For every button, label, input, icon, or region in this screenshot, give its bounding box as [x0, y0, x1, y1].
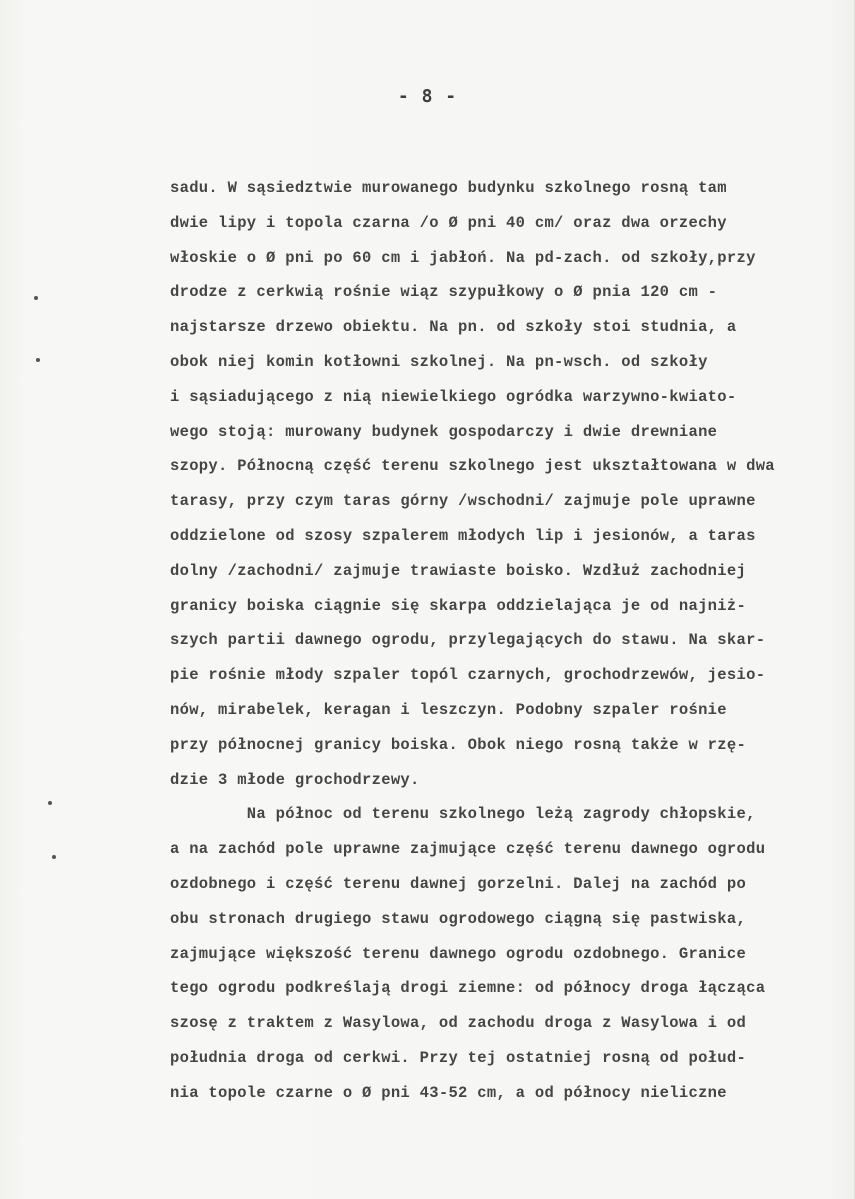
text-line: południa droga od cerkwi. Przy tej ostatniej rosną od połud-: [170, 1048, 747, 1067]
text-line: dzie 3 młode grochodrzewy.: [170, 770, 420, 789]
text-line: tarasy, przy czym taras górny /wschodni/ zajmuje pole uprawne: [170, 492, 756, 511]
margin-dot: [36, 358, 40, 362]
text-line: obu stronach drugiego stawu ogrodowego ciągną się pastwiska,: [170, 909, 747, 928]
text-line: sadu. W sąsiedztwie murowanego budynku szkolnego rosną tam: [170, 179, 727, 197]
text-line: tego ogrodu podkreślają drogi ziemne: od północy droga łącząca: [170, 979, 766, 998]
margin-dot: [52, 855, 56, 859]
text-line: najstarsze drzewo obiektu. Na pn. od szkoły stoi studnia, a: [170, 318, 737, 337]
text-line: dolny /zachodni/ zajmuje trawiaste boisko. Wzdłuż zachodniej: [170, 561, 747, 580]
text-line: wego stoją: murowany budynek gospodarczy i dwie drewniane: [170, 422, 718, 441]
body-text: [170, 171, 820, 1111]
text-line: nia topole czarne o Ø pni 43-52 cm, a od północy nieliczne: [170, 1083, 727, 1102]
text-line: obok niej komin kotłowni szkolnej. Na pn-wsch. od szkoły: [170, 352, 708, 371]
text-line: zajmujące większość terenu dawnego ogrodu ozdobnego. Granice: [170, 944, 747, 963]
page-number: - 8 -: [397, 86, 458, 107]
text-line: dwie lipy i topola czarna /o Ø pni 40 cm/ oraz dwa orzechy: [170, 213, 727, 232]
text-line: ozdobnego i część terenu dawnej gorzelni. Dalej na zachód po: [170, 874, 747, 893]
text-line: nów, mirabelek, keragan i leszczyn. Podobny szpaler rośnie: [170, 700, 727, 719]
text-line: szopy. Północną część terenu szkolnego jest ukształtowana w dwa: [170, 457, 775, 476]
text-line: i sąsiadującego z nią niewielkiego ogródka warzywno-kwiato-: [170, 387, 737, 406]
text-line: przy północnej granicy boiska. Obok niego rosną także w rzę-: [170, 735, 747, 754]
margin-dot: [48, 801, 52, 805]
text-line: włoskie o Ø pni po 60 cm i jabłoń. Na pd-zach. od szkoły,przy: [170, 248, 756, 267]
text-line: granicy boiska ciągnie się skarpa oddzielająca je od najniż-: [170, 596, 747, 615]
text-line: a na zachód pole uprawne zajmujące część terenu dawnego ogrodu: [170, 840, 766, 859]
margin-dot: [34, 296, 38, 300]
text-line: drodze z cerkwią rośnie wiąz szypułkowy o Ø pnia 120 cm -: [170, 283, 718, 302]
text-line: szosę z traktem z Wasylowa, od zachodu droga z Wasylowa i od: [170, 1014, 747, 1033]
text-line: Na północ od terenu szkolnego leżą zagrody chłopskie,: [170, 805, 756, 824]
text-line: oddzielone od szosy szpalerem młodych lip i jesionów, a taras: [170, 526, 756, 545]
text-line: szych partii dawnego ogrodu, przylegających do stawu. Na skar-: [170, 631, 766, 650]
text-line: pie rośnie młody szpaler topól czarnych, grochodrzewów, jesio-: [170, 666, 766, 685]
